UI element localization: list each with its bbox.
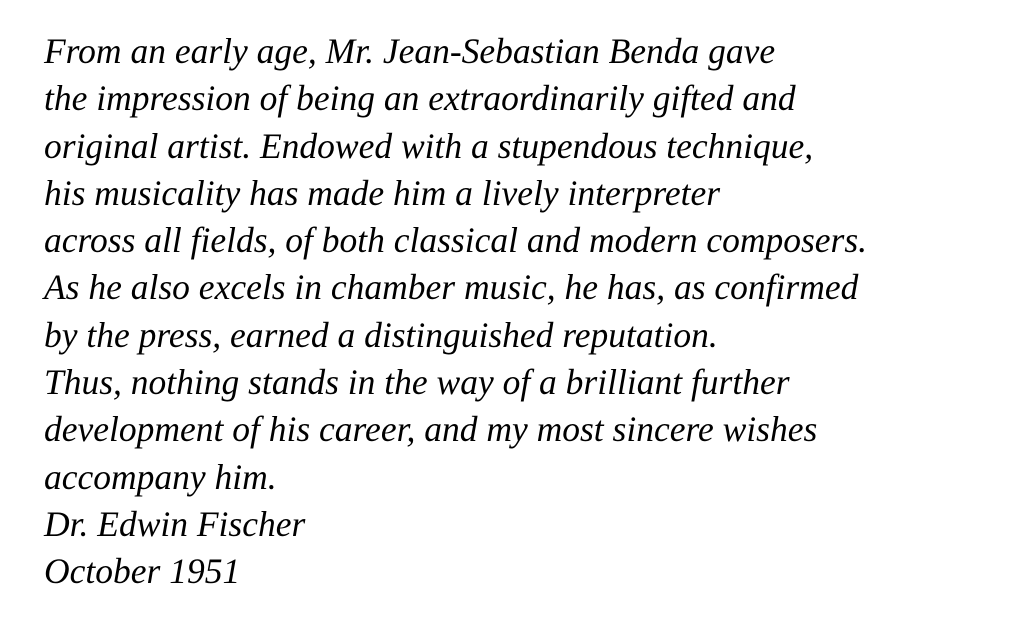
letter-body [44,28,1004,501]
body-line: From an early age, Mr. Jean-Sebastian Benda gave [44,31,776,71]
body-line: accompany him. [44,456,277,497]
testimonial-letter [44,28,1004,596]
signature: Dr. Edwin Fischer [44,503,306,544]
body-line: Thus, nothing stands in the way of a brilliant further [44,362,790,403]
body-line: development of his career, and my most sincere wishes [44,409,818,450]
body-line: by the press, earned a distinguished reputation. [44,314,718,355]
body-line: As he also excels in chamber music, he has, as confirmed [44,267,859,308]
body-line: original artist. Endowed with a stupendous technique, [44,125,814,166]
letter-date: October 1951 [44,551,241,592]
body-line: across all fields, of both classical and modern composers. [44,220,868,261]
body-line: the impression of being an extraordinarily gifted and [44,78,796,119]
body-line: his musicality has made him a lively interpreter [44,172,721,213]
